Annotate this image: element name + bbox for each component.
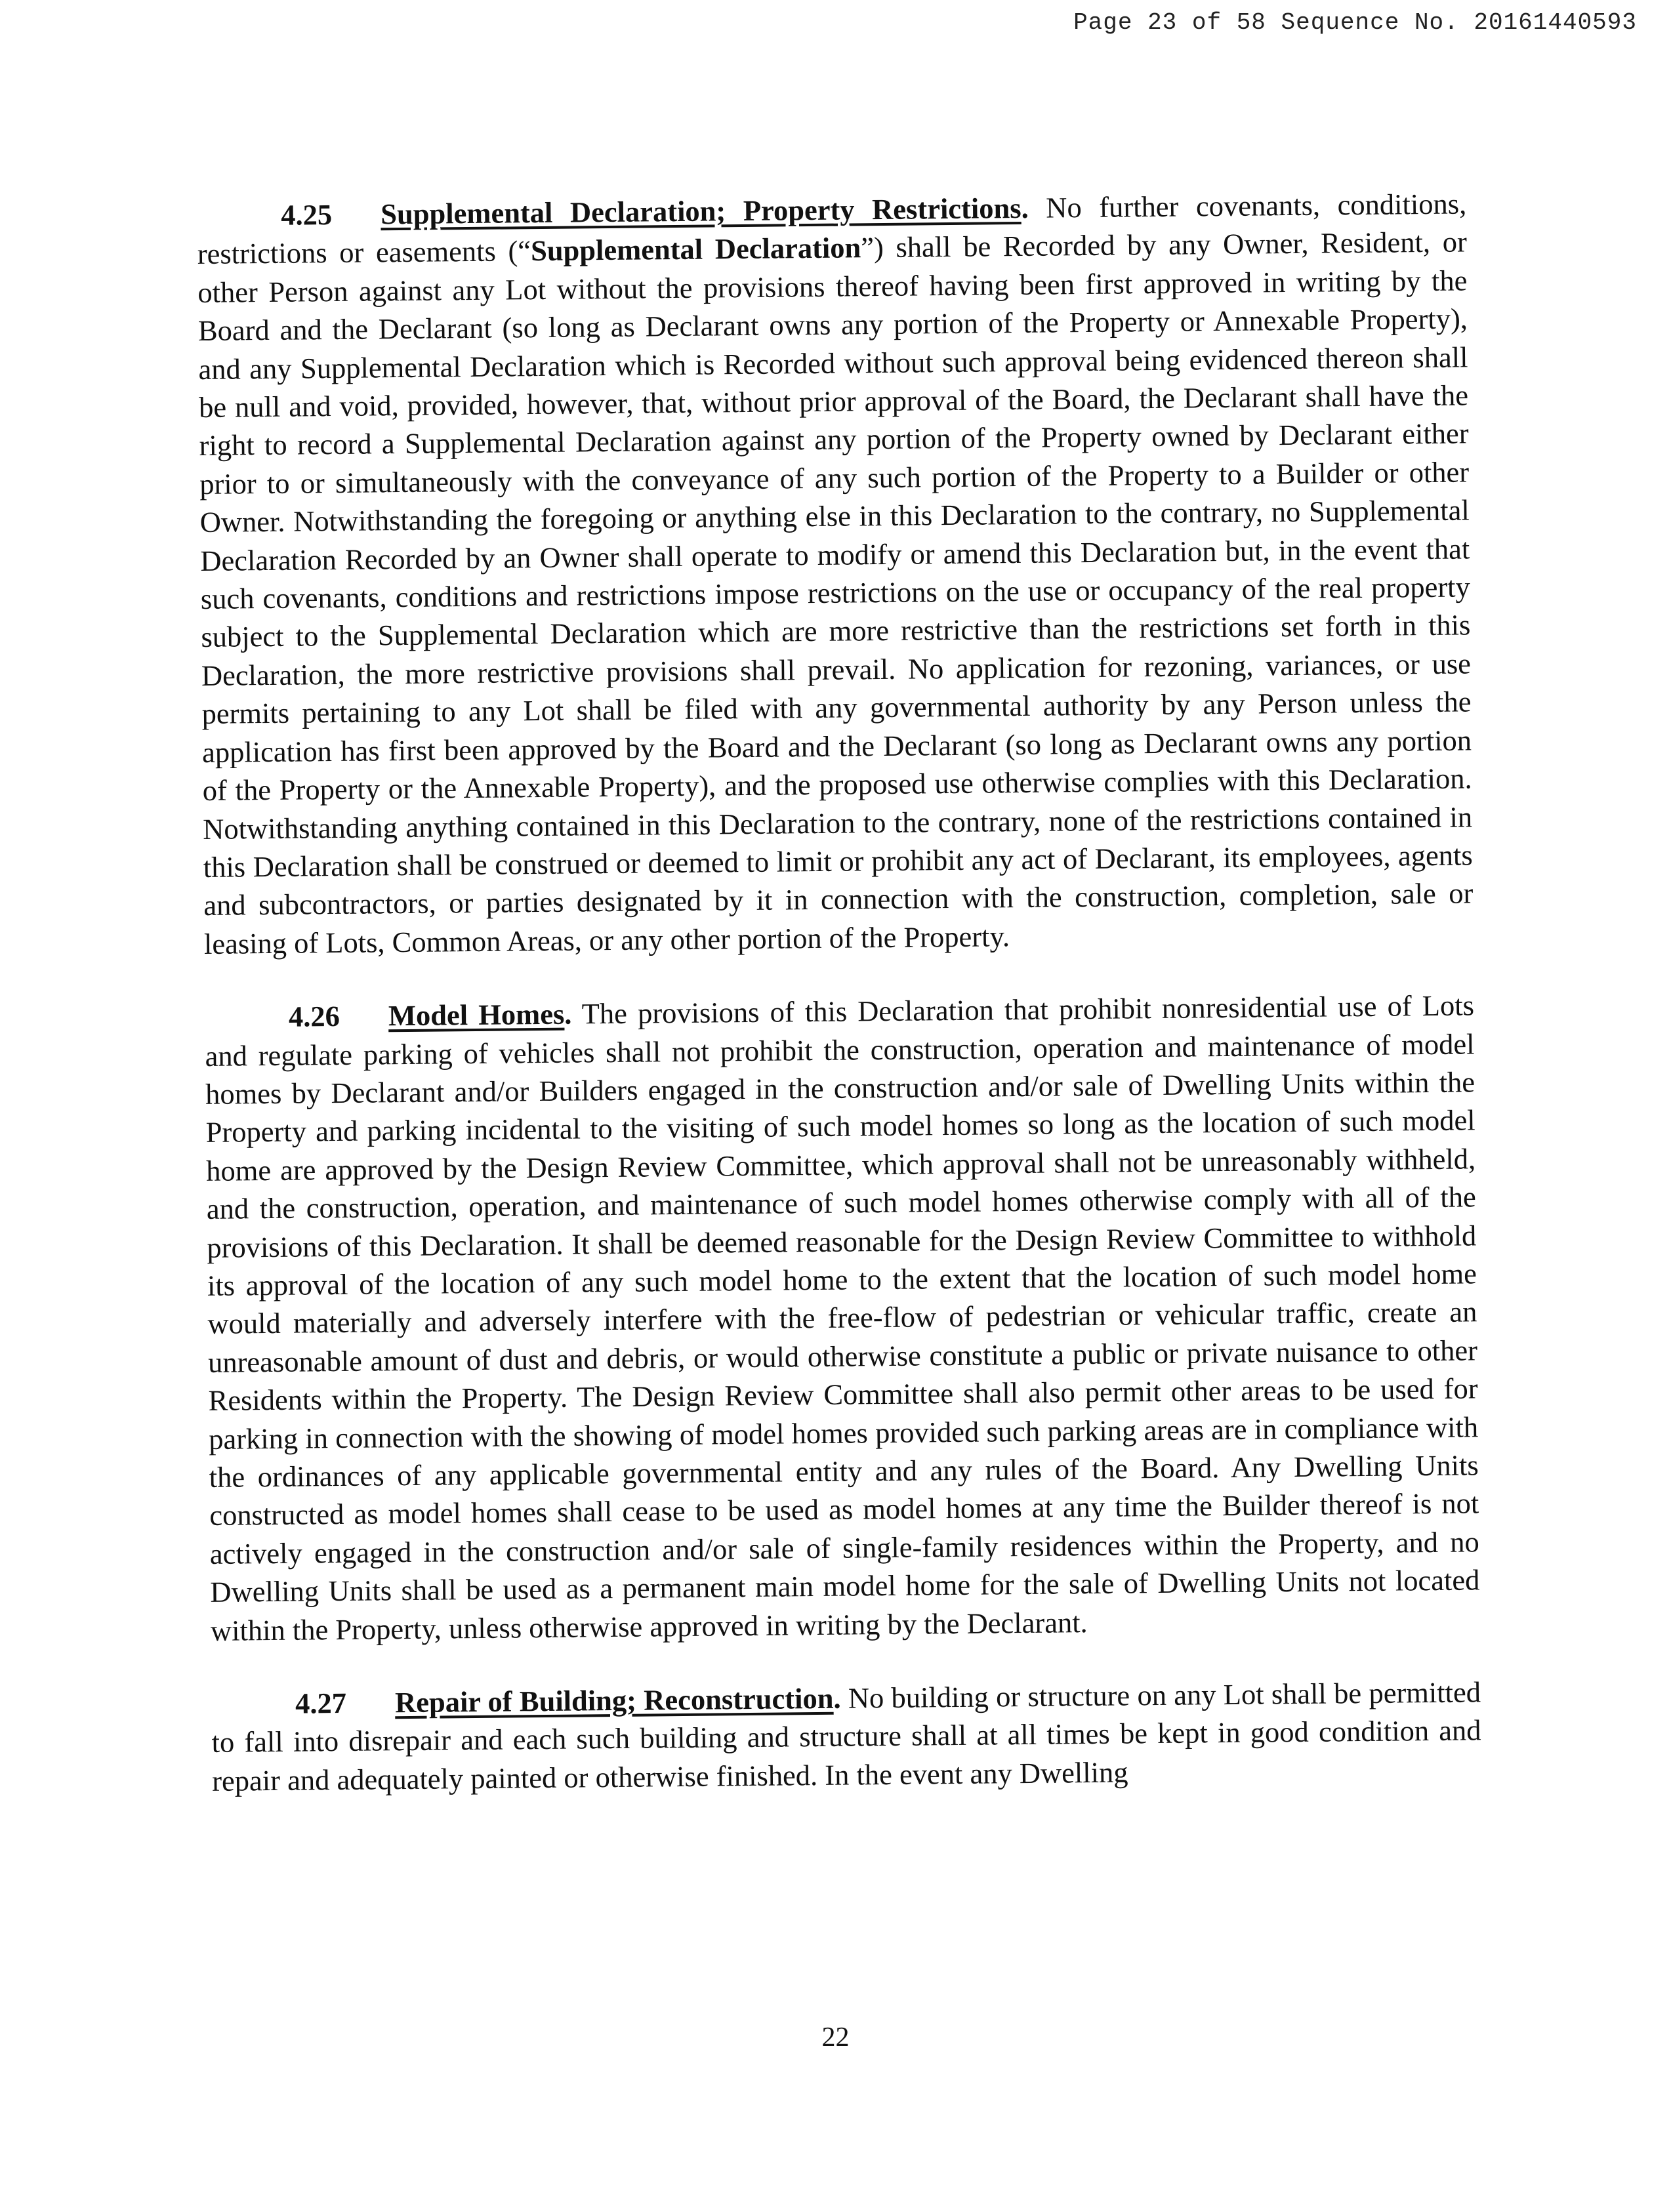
title-punctuation: .: [1021, 191, 1029, 224]
section-title: Supplemental Declaration; Property Restrictions: [381, 191, 1021, 231]
section-title: Repair of Building; Reconstruction: [394, 1681, 834, 1719]
section-text: No further covenants, conditions, restrictions or easements (“: [197, 187, 1467, 271]
document-body: [197, 184, 1482, 1835]
page-sequence-stamp: Page 23 of 58 Sequence No. 20161440593: [1073, 9, 1637, 36]
section-4-25: [197, 184, 1474, 963]
section-number: 4.26: [288, 1000, 340, 1033]
section-title: Model Homes: [388, 997, 565, 1033]
title-punctuation: .: [564, 997, 572, 1031]
defined-term: Supplemental Declaration: [530, 231, 861, 268]
page-number: 22: [821, 2022, 850, 2053]
section-number: 4.27: [295, 1686, 347, 1720]
section-4-27: [211, 1673, 1482, 1800]
section-number: 4.25: [281, 198, 333, 232]
title-punctuation: .: [833, 1681, 841, 1715]
section-text: ”) shall be Recorded by any Owner, Resident, or other Person against any Lot without the provisions thereof having been first approved in writing by the Board and the Declarant (so long as Declarant owns any portion of the Property or Annexable Property), and any Supplemental Declaration which is Recorded without such approval being evidenced thereon shall be null and void, provided, however, that, without prior approval of the Board, the Declarant shall have the right to record a Supplemental Declaration against any portion of the Property owned by Declarant either prior to or simultaneously with the conveyance of any such portion of the Property to a Builder or other Owner. Notwithstanding the foregoing or anything else in this Declaration to the contrary, no Supplemental Declaration Recorded by an Owner shall operate to modify or amend this Declaration but, in the event that such covenants, conditions and restrictions impose restrictions on the use or occupancy of the real property subject to the Supplemental Declaration which are more restrictive than the restrictions set forth in this Declaration, the more restrictive provisions shall prevail. No application for rezoning, variances, or use permits pertaining to any Lot shall be filed with any governmental authority by any Person unless the application has first been approved by the Board and the Declarant (so long as Declarant owns any portion of the Property or the Annexable Property), and the proposed use otherwise complies with this Declaration. Notwithstanding anything contained in this Declaration to the contrary, none of the restrictions contained in this Declaration shall be construed or deemed to limit or prohibit any act of Declarant, its employees, agents and subcontractors, or parties designated by it in connection with the construction, completion, sale or leasing of Lots, Common Areas, or any other portion of the Property.: [197, 225, 1474, 960]
section-4-26: [205, 986, 1480, 1649]
section-text: The provisions of this Declaration that prohibit nonresidential use of Lots and regulate parking of vehicles shall not prohibit the construction, operation and maintenance of model homes by Declarant and/or Builders engaged in the construction and/or sale of Dwelling Units within the Property and parking incidental to the visiting of such model homes so long as the location of such model home are approved by the Design Review Committee, which approval shall not be unreasonably withheld, and the construction, operation, and maintenance of such model homes otherwise comply with all of the provisions of this Declaration. It shall be deemed reasonable for the Design Review Committee to withhold its approval of the location of any such model home to the extent that the location of such model home would materially and adversely interfere with the free-flow of pedestrian or vehicular traffic, create an unreasonable amount of dust and debris, or would otherwise constitute a public or private nuisance to other Residents within the Property. The Design Review Committee shall also permit other areas to be used for parking in connection with the showing of model homes provided such parking areas are in compliance with the ordinances of any applicable governmental entity and any rules of the Board. Any Dwelling Units constructed as model homes shall cease to be used as model homes at any time the Builder thereof is not actively engaged in the construction and/or sale of single-family residences within the Property, and no Dwelling Units shall be used as a permanent main model home for the sale of Dwelling Units not located within the Property, unless otherwise approved in writing by the Declarant.: [205, 989, 1480, 1647]
section-text: No building or structure on any Lot shall be permitted to fall into disrepair and each such building and structure shall at all times be kept in good condition and repair and adequately painted or otherwise finished. In the event any Dwelling: [211, 1675, 1481, 1797]
